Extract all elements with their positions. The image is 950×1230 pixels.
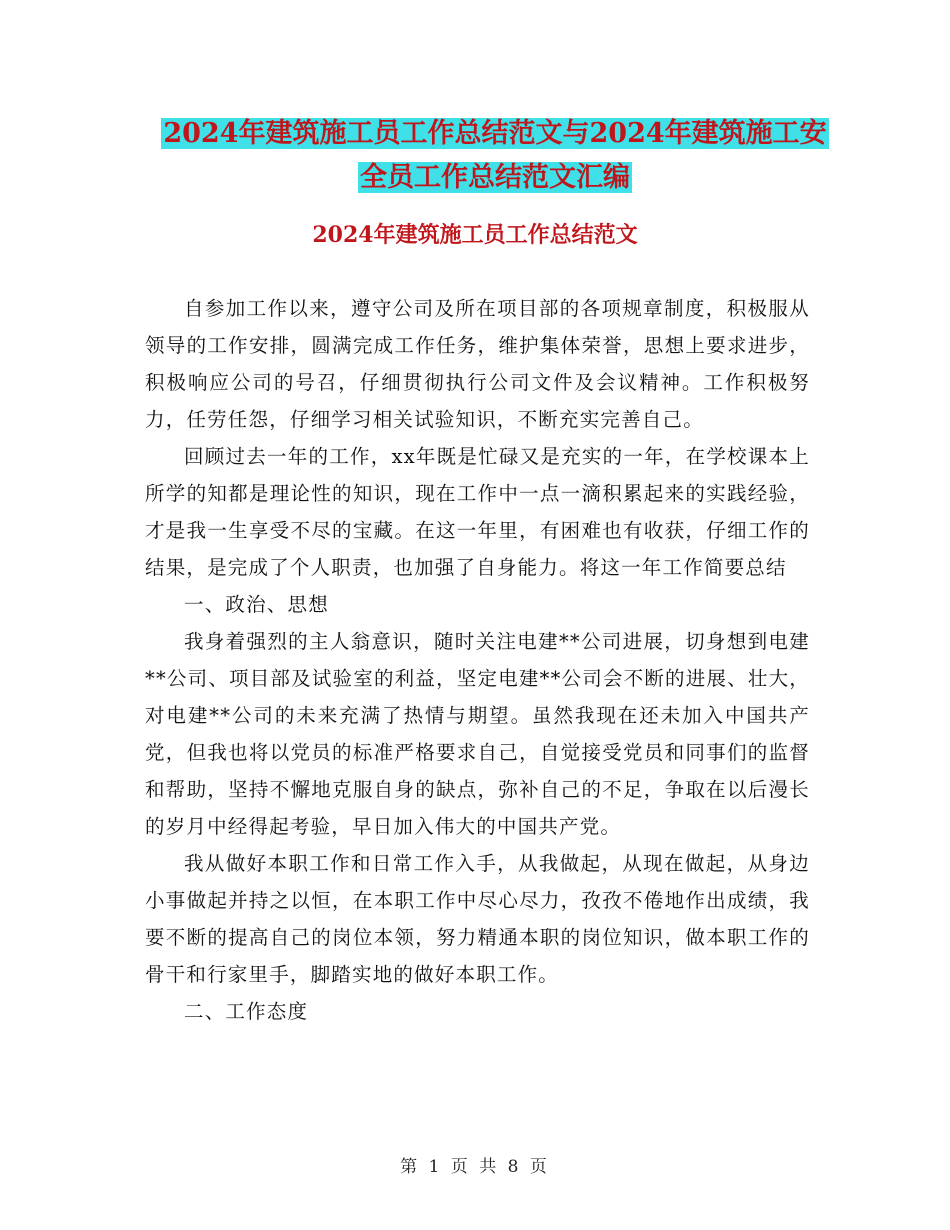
title-line-1: 2024年建筑施工员工作总结范文与2024年建筑施工安 — [163, 118, 827, 149]
section-heading: 一、政治、思想 — [184, 593, 329, 616]
document-title — [145, 112, 845, 200]
title-line-2: 全员工作总结范文汇编 — [360, 162, 630, 193]
paragraph: 我从做好本职工作和日常工作入手，从我做起，从现在做起，从身边小事做起并持之以恒，在本职工作中尽心尽力，孜孜不倦地作出成绩，我要不断的提高自己的岗位本领，努力精通本职的岗位知识，做本职工作的骨干和行家里手，脚踏实地的做好本职工作。 — [145, 852, 810, 986]
paragraph: 回顾过去一年的工作，xx年既是忙碌又是充实的一年，在学校课本上所学的知都是理论性的知识，现在工作中一点一滴积累起来的实践经验，才是我一生享受不尽的宝藏。在这一年里，有困难也有收获，仔细工作的结果，是完成了个人职责，也加强了自身能力。将这一年工作简要总结 — [145, 445, 810, 579]
document-body — [145, 290, 810, 1030]
section-heading: 二、工作态度 — [184, 1000, 309, 1023]
page-footer: 第 1 页 共 8 页 — [400, 1157, 550, 1177]
paragraph: 自参加工作以来，遵守公司及所在项目部的各项规章制度，积极服从领导的工作安排，圆满完成工作任务，维护集体荣誉，思想上要求进步，积极响应公司的号召，仔细贯彻执行公司文件及会议精神。工作积极努力，任劳任怨，仔细学习相关试验知识，不断充实完善自己。 — [145, 297, 810, 431]
paragraph: 我身着强烈的主人翁意识，随时关注电建**公司进展，切身想到电建**公司、项目部及试验室的利益，坚定电建**公司会不断的进展、壮大，对电建**公司的未来充满了热情与期望。虽然我现在还未加入中国共产党，但我也将以党员的标准严格要求自己，自觉接受党员和同事们的监督和帮助，坚持不懈地克服自身的缺点，弥补自己的不足，争取在以后漫长的岁月中经得起考验，早日加入伟大的中国共产党。 — [145, 630, 810, 838]
section-title: 2024年建筑施工员工作总结范文 — [312, 222, 638, 248]
